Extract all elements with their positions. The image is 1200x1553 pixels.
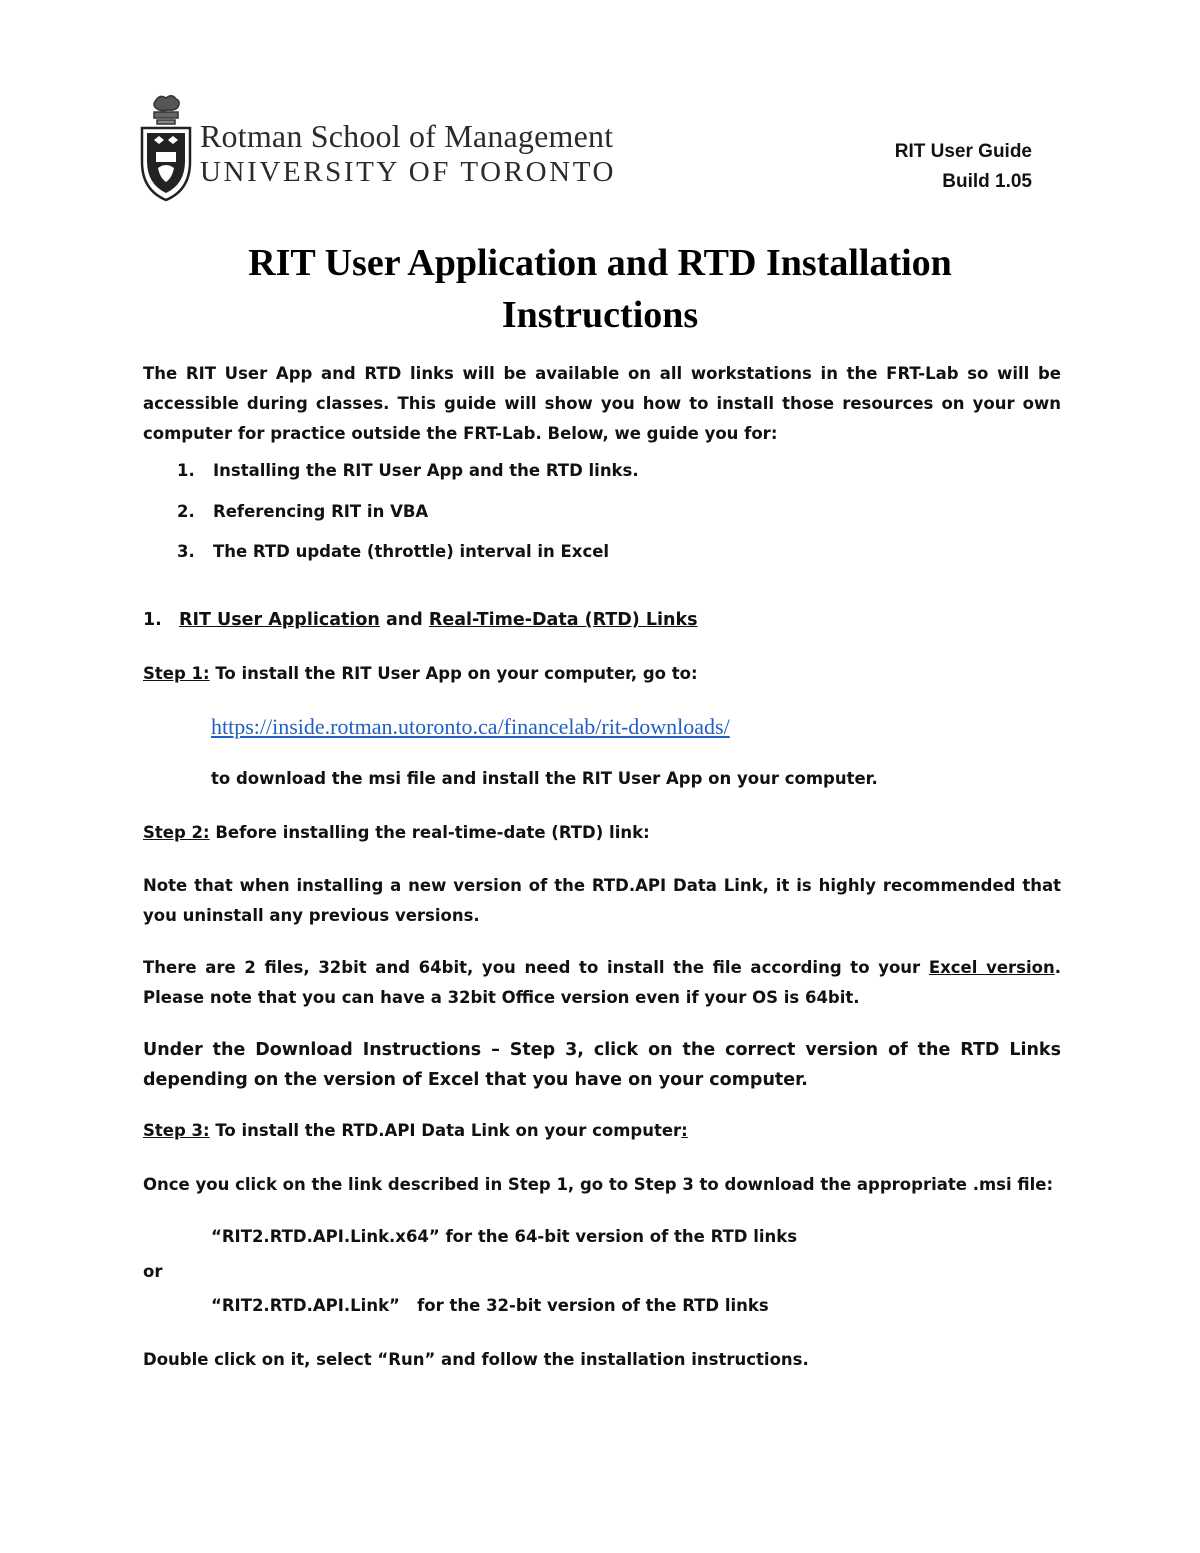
build-version: Build 1.05	[942, 171, 1032, 192]
download-link-row	[211, 714, 730, 740]
toc-text: Referencing RIT in VBA	[213, 502, 429, 521]
section-part1: RIT User Application	[179, 610, 380, 630]
files-post: . Please note that you can have a 32bit Office version even if your OS is 64bit.	[143, 958, 1061, 1007]
toc-item	[177, 461, 639, 480]
logo-university-name: UNIVERSITY OF TORONTO	[200, 156, 617, 188]
toc-item	[177, 542, 609, 561]
step2-files	[143, 953, 1061, 1013]
option-or: or	[143, 1262, 163, 1281]
rotman-logo	[138, 92, 638, 207]
toc-number: 2.	[177, 502, 195, 521]
guide-title: RIT User Guide	[894, 141, 1032, 162]
section-number: 1.	[143, 610, 162, 630]
section-heading	[143, 610, 698, 630]
page-title-line2: Instructions	[501, 294, 699, 336]
option-64bit: “RIT2.RTD.API.Link.x64” for the 64-bit version of the RTD links	[211, 1227, 798, 1246]
excel-version-link[interactable]: Excel version	[928, 958, 1055, 977]
crest-icon	[138, 92, 194, 207]
step2-download: Under the Download Instructions – Step 3, click on the correct version of the RTD Links depending on the version of Excel that you have on your computer.	[143, 1040, 1061, 1090]
step2-note: Note that when installing a new version of the RTD.API Data Link, it is highly recommended that you uninstall any previous versions.	[143, 876, 1061, 925]
step1-label: Step 1:	[143, 664, 210, 683]
step1-line	[143, 664, 698, 683]
step3-text: To install the RTD.API Data Link on your computer	[209, 1121, 682, 1140]
step1-text: To install the RIT User App on your computer, go to:	[209, 664, 698, 683]
step2-line	[143, 823, 650, 842]
intro-paragraph: The RIT User App and RTD links will be available on all workstations in the FRT-Lab so will be accessible during classes. This guide will show you how to install those resources on your own computer for practice outside the FRT-Lab. Below, we guide you for:	[143, 364, 1061, 443]
toc-number: 1.	[177, 461, 195, 480]
step3-once: Once you click on the link described in Step 1, go to Step 3 to download the appropriate .msi file:	[143, 1175, 1054, 1194]
step3-colon: :	[681, 1121, 688, 1140]
section-part2: Real-Time-Data (RTD) Links	[428, 610, 698, 630]
toc-text: The RTD update (throttle) interval in Excel	[213, 542, 610, 561]
logo-school-name: Rotman School of Management	[200, 118, 614, 154]
step1-after: to download the msi file and install the RIT User App on your computer.	[211, 769, 878, 788]
step3-label: Step 3:	[143, 1121, 210, 1140]
files-pre: There are 2 files, 32bit and 64bit, you need to install the file according to your	[143, 958, 929, 977]
step3-final: Double click on it, select “Run” and follow the installation instructions.	[143, 1350, 809, 1369]
page-title-line1: RIT User Application and RTD Installation	[248, 242, 952, 284]
option-32bit: “RIT2.RTD.API.Link” for the 32-bit version of the RTD links	[211, 1296, 769, 1315]
toc-text: Installing the RIT User App and the RTD links.	[213, 461, 639, 480]
section-and: and	[379, 610, 429, 630]
step2-text: Before installing the real-time-date (RTD) link:	[209, 823, 650, 842]
toc-item	[177, 502, 428, 521]
rit-downloads-link[interactable]: https://inside.rotman.utoronto.ca/financelab/rit-downloads/	[211, 714, 730, 739]
step2-label: Step 2:	[143, 823, 210, 842]
step3-line	[143, 1121, 688, 1140]
toc-number: 3.	[177, 542, 195, 561]
